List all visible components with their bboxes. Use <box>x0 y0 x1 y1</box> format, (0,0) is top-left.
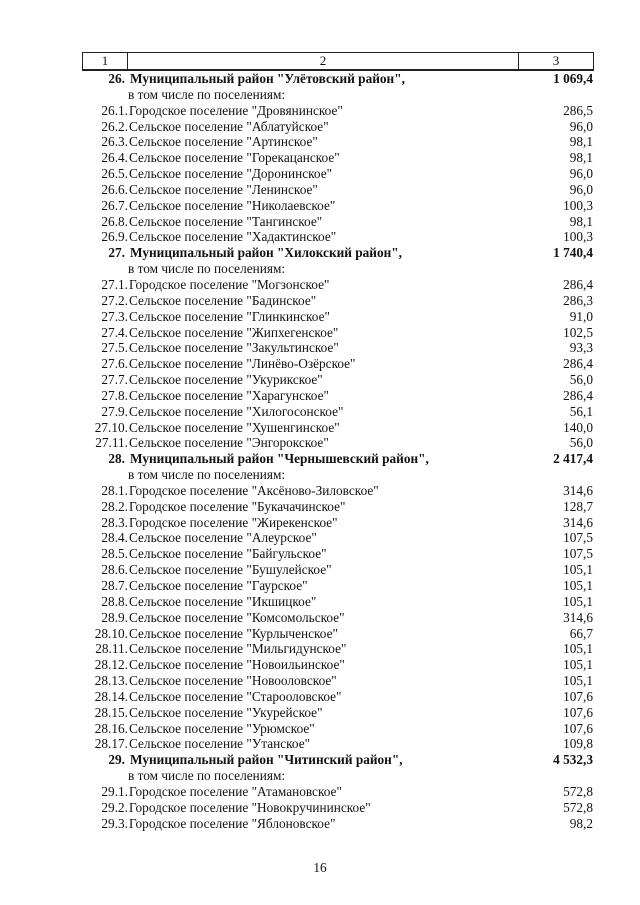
settlement-row <box>82 499 594 515</box>
settlement-row <box>82 340 594 356</box>
settlement-row <box>82 293 594 309</box>
row-name: Сельское поселение "Горекацанское" <box>129 150 340 166</box>
row-number: 26.4. <box>101 150 128 166</box>
row-number: 28.6. <box>101 562 128 578</box>
row-name: Сельское поселение "Укурикское" <box>129 372 323 388</box>
row-value: 96,0 <box>569 166 593 182</box>
settlement-row <box>82 214 594 230</box>
subheading-row <box>82 467 594 483</box>
row-value: 98,1 <box>569 150 593 166</box>
row-number: 27.4. <box>101 324 128 340</box>
settlement-row <box>82 309 594 325</box>
row-number: 28.16. <box>94 720 128 736</box>
subheading-row <box>82 261 594 277</box>
row-value <box>518 87 594 103</box>
settlement-row <box>82 150 594 166</box>
row-value: 572,8 <box>563 783 593 799</box>
row-name: Городское поселение "Аксёново-Зиловское" <box>129 482 379 498</box>
row-value: 286,3 <box>563 292 593 308</box>
row-name: Сельское поселение "Комсомольское" <box>129 609 345 625</box>
settlement-row <box>82 546 594 562</box>
settlement-row <box>82 515 594 531</box>
row-value: 105,1 <box>563 593 593 609</box>
row-name: Сельское поселение "Энгорокское" <box>129 435 329 451</box>
row-number: 28. <box>108 451 125 467</box>
row-name: Сельское поселение "Курлыченское" <box>129 625 338 641</box>
row-number: 26.5. <box>101 166 128 182</box>
row-name: в том числе по поселениям: <box>128 86 286 102</box>
row-number <box>82 467 128 483</box>
row-value: 100,3 <box>563 197 593 213</box>
row-value: 56,0 <box>569 435 593 451</box>
row-value: 2 417,4 <box>553 451 593 467</box>
table-header <box>82 52 594 71</box>
row-number <box>82 87 128 103</box>
row-number: 28.3. <box>101 514 128 530</box>
settlement-row <box>82 610 594 626</box>
settlement-row <box>82 356 594 372</box>
row-number: 27. <box>108 245 125 261</box>
row-value: 4 532,3 <box>553 752 593 768</box>
settlement-row <box>82 705 594 721</box>
row-number: 28.10. <box>94 625 128 641</box>
row-number: 28.8. <box>101 593 128 609</box>
row-name: Городское поселение "Яблоновское" <box>129 815 336 831</box>
row-value: 98,1 <box>569 134 593 150</box>
row-name: Сельское поселение "Бушулейское" <box>129 562 332 578</box>
header-col-2: 2 <box>128 53 519 69</box>
row-name: Сельское поселение "Хилогосонское" <box>129 403 344 419</box>
settlement-row <box>82 530 594 546</box>
row-number: 27.2. <box>101 292 128 308</box>
row-number <box>82 261 128 277</box>
row-name: Сельское поселение "Новооловское" <box>129 673 337 689</box>
row-name: Городское поселение "Жирекенское" <box>129 514 338 530</box>
row-name: Сельское поселение "Хушенгинское" <box>129 419 340 435</box>
row-value: 107,6 <box>563 704 593 720</box>
row-value: 105,1 <box>563 657 593 673</box>
row-value: 93,3 <box>569 340 593 356</box>
row-name: Сельское поселение "Николаевское" <box>129 197 336 213</box>
row-name: Сельское поселение "Новоильинское" <box>129 657 345 673</box>
row-name: Сельское поселение "Аблатуйское" <box>129 118 329 134</box>
row-number: 28.14. <box>94 688 128 704</box>
row-value: 105,1 <box>563 673 593 689</box>
row-name: Муниципальный район "Улётовский район", <box>130 71 405 86</box>
settlement-row <box>82 134 594 150</box>
row-value <box>518 768 594 784</box>
row-name: Сельское поселение "Алеурское" <box>129 530 317 546</box>
row-number: 27.6. <box>101 356 128 372</box>
row-name: в том числе по поселениям: <box>128 261 286 277</box>
settlement-row <box>82 800 594 816</box>
row-number: 27.7. <box>101 372 128 388</box>
header-col-1: 1 <box>83 53 128 69</box>
settlement-row <box>82 578 594 594</box>
row-name: Сельское поселение "Гаурское" <box>129 578 308 593</box>
row-value: 107,5 <box>563 546 593 562</box>
row-number <box>82 768 128 784</box>
row-name: Сельское поселение "Жипхегенское" <box>129 324 339 340</box>
row-name: Муниципальный район "Читинский район", <box>130 752 403 768</box>
row-number: 29. <box>108 752 125 768</box>
row-name: в том числе по поселениям: <box>128 768 286 784</box>
row-number: 26.8. <box>101 213 128 229</box>
row-number: 26.1. <box>101 102 128 118</box>
settlement-row <box>82 483 594 499</box>
row-value: 98,2 <box>569 815 593 831</box>
row-name: Городское поселение "Могзонское" <box>129 276 330 292</box>
settlement-row <box>82 229 594 245</box>
row-name: Сельское поселение "Старооловское" <box>129 688 342 704</box>
row-name: Городское поселение "Атамановское" <box>129 783 342 799</box>
row-number: 28.9. <box>101 609 128 625</box>
row-name: Сельское поселение "Закультинское" <box>129 340 339 356</box>
settlement-row <box>82 562 594 578</box>
row-name: Сельское поселение "Мильгидунское" <box>129 641 347 657</box>
row-value: 140,0 <box>563 419 593 435</box>
header-col-3: 3 <box>552 53 560 68</box>
row-number: 28.4. <box>101 530 128 546</box>
settlement-row <box>82 689 594 705</box>
page-number: 16 <box>313 860 327 875</box>
row-name: Сельское поселение "Доронинское" <box>129 166 333 182</box>
row-number: 29.2. <box>101 799 128 815</box>
row-number: 27.10. <box>94 419 128 435</box>
settlement-row <box>82 404 594 420</box>
settlement-row <box>82 641 594 657</box>
row-number: 28.7. <box>101 578 128 593</box>
settlement-row <box>82 594 594 610</box>
row-name: Сельское поселение "Байгульское" <box>129 546 327 562</box>
row-name: Сельское поселение "Бадинское" <box>129 292 317 308</box>
row-name: Сельское поселение "Хадактинское" <box>129 229 337 245</box>
settlement-row <box>82 673 594 689</box>
settlement-row <box>82 784 594 800</box>
row-value: 1 069,4 <box>553 71 593 86</box>
row-value: 572,8 <box>563 799 593 815</box>
row-name: Сельское поселение "Урюмское" <box>129 720 315 736</box>
row-number: 26.9. <box>101 229 128 245</box>
row-number: 29.3. <box>101 815 128 831</box>
row-number: 26.3. <box>101 134 128 150</box>
row-value: 107,6 <box>563 720 593 736</box>
row-value: 66,7 <box>569 625 593 641</box>
row-value: 98,1 <box>569 213 593 229</box>
settlement-row <box>82 325 594 341</box>
row-value: 286,4 <box>563 387 593 403</box>
row-value <box>518 261 594 277</box>
row-number: 27.3. <box>101 308 128 324</box>
row-number: 26.2. <box>101 118 128 134</box>
settlement-row <box>82 816 594 832</box>
row-number: 29.1. <box>101 783 128 799</box>
row-name: Сельское поселение "Харагунское" <box>129 387 329 403</box>
row-value: 314,6 <box>563 609 593 625</box>
subheading-row <box>82 87 594 103</box>
row-value: 286,4 <box>563 276 593 292</box>
row-value: 314,6 <box>563 482 593 498</box>
row-value: 100,3 <box>563 229 593 245</box>
row-number: 27.8. <box>101 387 128 403</box>
row-number: 26.6. <box>101 181 128 197</box>
row-value: 107,5 <box>563 530 593 546</box>
settlement-row <box>82 657 594 673</box>
row-value: 105,1 <box>563 578 593 593</box>
district-row <box>82 245 594 261</box>
row-value: 91,0 <box>569 308 593 324</box>
row-name: Городское поселение "Дровянинское" <box>129 102 343 118</box>
settlement-row <box>82 736 594 752</box>
row-number: 28.17. <box>94 736 128 752</box>
row-number: 28.12. <box>94 657 128 673</box>
row-name: в том числе по поселениям: <box>128 467 286 483</box>
row-number: 27.5. <box>101 340 128 356</box>
settlement-row <box>82 166 594 182</box>
row-name: Муниципальный район "Хилокский район", <box>130 245 402 261</box>
row-name: Сельское поселение "Артинское" <box>129 134 318 150</box>
row-name: Сельское поселение "Утанское" <box>129 736 311 752</box>
settlement-row <box>82 119 594 135</box>
settlement-row <box>82 198 594 214</box>
row-name: Сельское поселение "Укурейское" <box>129 704 323 720</box>
settlement-row <box>82 182 594 198</box>
table-body <box>82 71 594 832</box>
subheading-row <box>82 768 594 784</box>
row-number: 28.11. <box>95 641 128 657</box>
row-value: 56,0 <box>569 372 593 388</box>
district-row <box>82 71 594 87</box>
row-value: 286,5 <box>563 102 593 118</box>
row-number: 27.1. <box>101 276 128 292</box>
row-number: 28.15. <box>94 704 128 720</box>
row-name: Муниципальный район "Чернышевский район", <box>130 451 429 467</box>
row-value: 286,4 <box>563 356 593 372</box>
row-number: 26.7. <box>101 197 128 213</box>
row-name: Сельское поселение "Ленинское" <box>129 181 318 197</box>
settlement-row <box>82 626 594 642</box>
row-value: 107,6 <box>563 688 593 704</box>
row-number: 28.1. <box>101 482 128 498</box>
settlement-row <box>82 420 594 436</box>
settlement-row <box>82 435 594 451</box>
row-number: 26. <box>108 71 125 86</box>
settlement-row <box>82 721 594 737</box>
row-number: 28.2. <box>101 498 128 514</box>
district-row <box>82 752 594 768</box>
settlement-row <box>82 372 594 388</box>
row-name: Городское поселение "Новокручининское" <box>129 799 371 815</box>
row-value: 56,1 <box>569 403 593 419</box>
row-name: Сельское поселение "Глинкинское" <box>129 308 330 324</box>
row-number: 28.5. <box>101 546 128 562</box>
row-value: 109,8 <box>563 736 593 752</box>
row-name: Городское поселение "Букачачинское" <box>129 498 346 514</box>
row-value: 105,1 <box>563 641 593 657</box>
row-number: 27.9. <box>101 403 128 419</box>
row-value <box>518 467 594 483</box>
row-value: 102,5 <box>563 324 593 340</box>
row-name: Сельское поселение "Икшицкое" <box>129 593 317 609</box>
row-name: Сельское поселение "Линёво-Озёрское" <box>129 356 356 372</box>
row-value: 314,6 <box>563 514 593 530</box>
settlement-row <box>82 103 594 119</box>
settlement-row <box>82 388 594 404</box>
allocation-table <box>82 52 594 832</box>
row-value: 1 740,4 <box>553 245 593 261</box>
row-name: Сельское поселение "Тангинское" <box>129 213 323 229</box>
row-value: 96,0 <box>569 181 593 197</box>
row-value: 96,0 <box>569 118 593 134</box>
settlement-row <box>82 277 594 293</box>
row-number: 27.11. <box>95 435 128 451</box>
row-value: 105,1 <box>563 562 593 578</box>
row-number: 28.13. <box>94 673 128 689</box>
row-value: 128,7 <box>563 498 593 514</box>
district-row <box>82 451 594 467</box>
